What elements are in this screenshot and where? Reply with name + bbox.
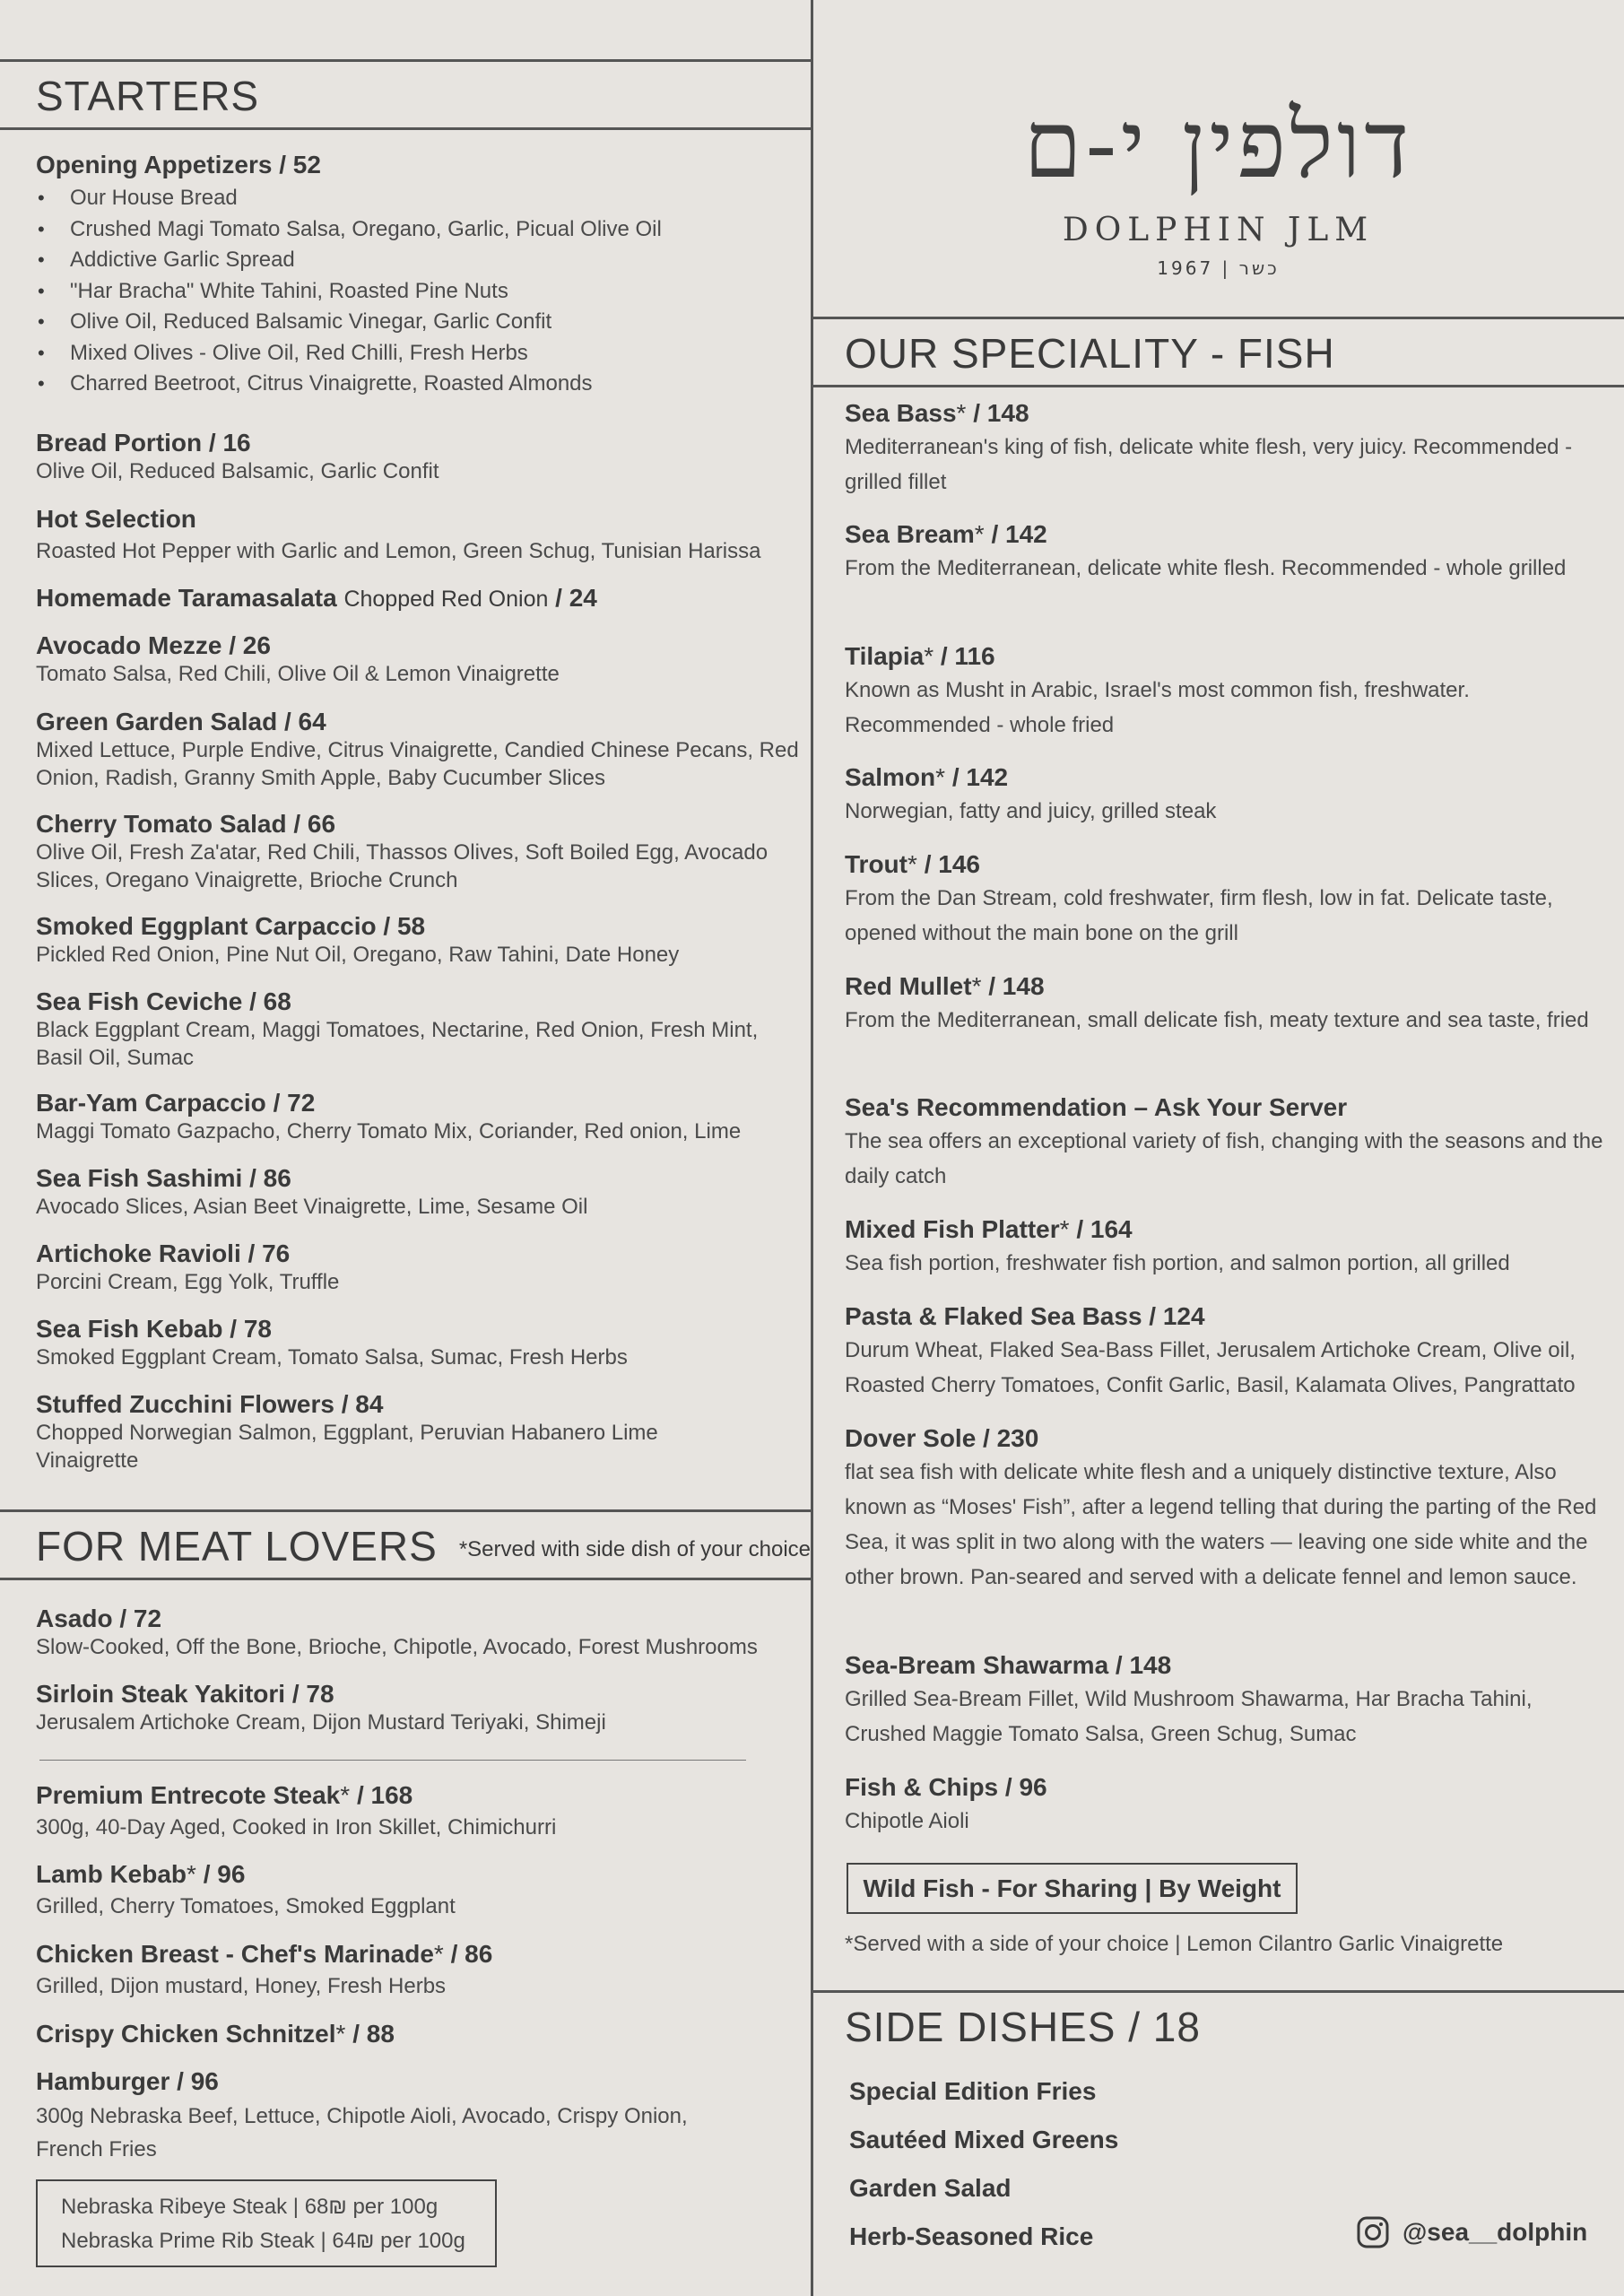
menu-item [36, 429, 798, 485]
item-name: Red Mullet* / 148 [845, 972, 1045, 1000]
item-name: Cherry Tomato Salad / 66 [36, 810, 336, 838]
item-name: Avocado Mezze / 26 [36, 631, 271, 659]
item-name: Lamb Kebab* / 96 [36, 1860, 246, 1888]
item-name: Sea's Recommendation – Ask Your Server [845, 1093, 1348, 1121]
menu-item [36, 1089, 798, 1145]
item-price: / 96 [203, 1860, 246, 1888]
item-name: Green Garden Salad / 64 [36, 708, 326, 735]
item-price: / 168 [356, 1781, 413, 1809]
item-name: Trout* / 146 [845, 850, 980, 878]
item-title: Crispy Chicken Schnitzel [36, 2020, 336, 2048]
item-name: Hamburger / 96 [36, 2067, 219, 2095]
item-title: Premium Entrecote Steak [36, 1781, 341, 1809]
menu-item [845, 399, 1607, 500]
list-item: • "Har Bracha" White Tahini, Roasted Pine Nuts [36, 276, 662, 308]
divider [812, 317, 1624, 319]
box-line: Nebraska Prime Rib Steak | 64₪ per 100g [61, 2229, 465, 2253]
menu-item [36, 2067, 753, 2166]
menu-item [845, 972, 1607, 1038]
item-name: Bread Portion / 16 [36, 429, 251, 457]
item-modifier: Chopped Red Onion [343, 587, 549, 612]
instagram-icon [1356, 2215, 1390, 2249]
item-desc: Maggi Tomato Gazpacho, Cherry Tomato Mix, Coriander, Red onion, Lime [36, 1119, 742, 1144]
menu-item [845, 1424, 1607, 1595]
item-desc: Tomato Salsa, Red Chili, Olive Oil & Lemon Vinaigrette [36, 662, 560, 686]
section-title-text: FOR MEAT LOVERS [36, 1523, 438, 1570]
menu-item [36, 987, 803, 1072]
item-name: Sea Bream* / 142 [845, 520, 1047, 548]
item-name: Sea-Bream Shawarma / 148 [845, 1651, 1172, 1679]
item-title: Chicken Breast - Chef's Marinade [36, 1940, 434, 1968]
item-name: Asado / 72 [36, 1605, 162, 1632]
item-title: Homemade Taramasalata [36, 584, 337, 612]
item-title: Sea Bream [845, 520, 975, 548]
item-price: / 148 [973, 399, 1029, 427]
item-name: Fish & Chips / 96 [845, 1773, 1047, 1801]
list-item: • Crushed Magi Tomato Salsa, Oregano, Garlic, Picual Olive Oil [36, 214, 662, 246]
side-item: Garden Salad [849, 2174, 1012, 2202]
item-title: Lamb Kebab [36, 1860, 187, 1888]
menu-item [36, 1781, 807, 1841]
item-desc: Mediterranean's king of fish, delicate white flesh, very juicy. Recommended - grilled fillet [845, 435, 1573, 494]
wild-fish-box [847, 1863, 1298, 1914]
item-desc: Black Eggplant Cream, Maggi Tomatoes, Nectarine, Red Onion, Fresh Mint, Basil Oil, Sumac [36, 1018, 759, 1070]
menu-item [36, 505, 807, 565]
item-name: Premium Entrecote Steak* / 168 [36, 1781, 413, 1809]
item-name: Artichoke Ravioli / 76 [36, 1239, 291, 1267]
item-desc: Chopped Norwegian Salmon, Eggplant, Peruvian Habanero Lime Vinaigrette [36, 1421, 658, 1473]
item-name: Chicken Breast - Chef's Marinade* / 86 [36, 1940, 493, 1968]
menu-item [845, 763, 1607, 829]
divider [812, 1990, 1624, 1993]
divider [0, 1509, 812, 1512]
list-item: • Mixed Olives - Olive Oil, Red Chilli, Fresh Herbs [36, 338, 662, 370]
menu-item [36, 1315, 798, 1371]
item-title: Salmon [845, 763, 936, 791]
section-title-sides: SIDE DISHES / 18 [845, 2004, 1201, 2050]
side-item: Herb-Seasoned Rice [849, 2222, 1094, 2250]
divider [812, 385, 1624, 387]
item-name: Sea Fish Kebab / 78 [36, 1315, 272, 1343]
item-desc: Pickled Red Onion, Pine Nut Oil, Oregano, Raw Tahini, Date Honey [36, 943, 680, 967]
item-price: / 142 [991, 520, 1047, 548]
column-divider [811, 0, 813, 2296]
opening-appetizers [36, 151, 662, 400]
item-desc: Grilled, Dijon mustard, Honey, Fresh Herbs [36, 1974, 447, 1998]
item-desc: flat sea fish with delicate white flesh and a uniquely distinctive texture, Also known as “Moses' Fish”, after a legend telling that during the parting of the Red Sea, it was split in two along with the waters — leaving one side white and the other brown. Pan-seared and served with a delicate fennel and lemon sauce. [845, 1460, 1597, 1589]
menu-item [36, 1390, 726, 1474]
list-item: • Addictive Garlic Spread [36, 245, 662, 276]
item-price: / 86 [450, 1940, 493, 1968]
item-desc: Chipotle Aioli [845, 1809, 969, 1833]
item-name: Salmon* / 142 [845, 763, 1009, 791]
item-desc: Norwegian, fatty and juicy, grilled steak [845, 799, 1217, 823]
instagram-handle[interactable] [1356, 2215, 1587, 2249]
menu-item [845, 1215, 1607, 1281]
section-title-fish: OUR SPECIALITY - FISH [845, 330, 1335, 377]
item-name: Mixed Fish Platter* / 164 [845, 1215, 1133, 1243]
menu-item [845, 1302, 1607, 1403]
side-item: Special Edition Fries [849, 2077, 1097, 2105]
divider [39, 1760, 746, 1761]
item-price: / 146 [924, 850, 980, 878]
item-desc: 300g, 40-Day Aged, Cooked in Iron Skillet, Chimichurri [36, 1815, 557, 1839]
item-title: Trout [845, 850, 908, 878]
item-price: / 142 [951, 763, 1009, 791]
menu-item [36, 2020, 807, 2048]
list-item: • Our House Bread [36, 183, 662, 214]
menu-item [36, 912, 798, 969]
menu-item [36, 1164, 798, 1221]
item-price: / 88 [352, 2020, 395, 2048]
menu-item [36, 1239, 798, 1296]
item-desc: Olive Oil, Fresh Za'atar, Red Chili, Thassos Olives, Soft Boiled Egg, Avocado Slices, Oregano Vinaigrette, Brioche Crunch [36, 840, 769, 892]
item-desc: From the Mediterranean, delicate white flesh. Recommended - whole grilled [845, 556, 1567, 580]
section-title-starters: STARTERS [36, 73, 260, 119]
fish-note: *Served with a side of your choice | Lemon Cilantro Garlic Vinaigrette [845, 1932, 1504, 1956]
item-desc: Porcini Cream, Egg Yolk, Truffle [36, 1270, 340, 1294]
instagram-text: @sea__dolphin [1403, 2218, 1588, 2246]
item-name: Stuffed Zucchini Flowers / 84 [36, 1390, 384, 1418]
menu-item [36, 1605, 807, 1661]
item-name: Crispy Chicken Schnitzel* / 88 [36, 2020, 395, 2048]
item-title: Tilapia [845, 642, 925, 670]
item-desc: From the Dan Stream, cold freshwater, firm flesh, low in fat. Delicate taste, opened without the main bone on the grill [845, 886, 1553, 945]
item-desc: Known as Musht in Arabic, Israel's most common fish, freshwater. Recommended - whole fried [845, 678, 1470, 737]
item-price: / 164 [1076, 1215, 1133, 1243]
list-item: • Charred Beetroot, Citrus Vinaigrette, Roasted Almonds [36, 369, 662, 400]
item-name: Sea Fish Sashimi / 86 [36, 1164, 291, 1192]
item-desc: Sea fish portion, freshwater fish portion, and salmon portion, all grilled [845, 1251, 1510, 1275]
item-desc: Durum Wheat, Flaked Sea-Bass Fillet, Jerusalem Artichoke Cream, Olive oil, Roasted Cherry Tomatoes, Confit Garlic, Basil, Kalamata Olives, Pangrattato [845, 1338, 1576, 1397]
item-price: / 148 [988, 972, 1045, 1000]
menu-item [36, 708, 803, 792]
item-desc: Mixed Lettuce, Purple Endive, Citrus Vinaigrette, Candied Chinese Pecans, Red Onion, Radish, Granny Smith Apple, Baby Cucumber Slices [36, 738, 799, 790]
divider [0, 59, 812, 62]
logo-english: DOLPHIN JLM [1062, 212, 1375, 248]
item-name: Bar-Yam Carpaccio / 72 [36, 1089, 316, 1117]
item-price: / 116 [940, 642, 995, 670]
logo-hebrew: דולפין י-ם [1023, 90, 1413, 199]
menu-item [36, 631, 798, 688]
item-desc: Grilled Sea-Bream Fillet, Wild Mushroom Shawarma, Har Bracha Tahini, Crushed Maggie Tomato Salsa, Green Schug, Sumac [845, 1687, 1533, 1746]
item-name: Opening Appetizers / 52 [36, 151, 321, 178]
item-name: Sirloin Steak Yakitori / 78 [36, 1680, 334, 1708]
logo-subtitle: כשר | 1967 [1157, 257, 1280, 279]
item-price: / 24 [555, 584, 597, 612]
item-name [36, 584, 597, 613]
item-title: Sea Bass [845, 399, 957, 427]
section-note: *Served with side dish of your choice [458, 1536, 812, 1561]
item-desc: Olive Oil, Reduced Balsamic, Garlic Confit [36, 459, 439, 483]
menu-item [845, 520, 1607, 586]
menu-item [845, 850, 1607, 951]
item-desc: 300g Nebraska Beef, Lettuce, Chipotle Aioli, Avocado, Crispy Onion, French Fries [36, 2104, 688, 2161]
item-desc: Avocado Slices, Asian Beet Vinaigrette, Lime, Sesame Oil [36, 1195, 588, 1219]
item-name: Dover Sole / 230 [845, 1424, 1039, 1452]
section-title-meat [36, 1522, 811, 1570]
steak-by-weight-box [36, 2179, 497, 2267]
item-desc: Smoked Eggplant Cream, Tomato Salsa, Sumac, Fresh Herbs [36, 1345, 628, 1370]
item-desc: The sea offers an exceptional variety of fish, changing with the seasons and the daily catch [845, 1129, 1603, 1188]
logo [812, 90, 1624, 279]
item-name: Sea Fish Ceviche / 68 [36, 987, 291, 1015]
menu-item [845, 1651, 1607, 1752]
item-name: Hot Selection [36, 505, 196, 533]
item-desc: Grilled, Cherry Tomatoes, Smoked Eggplant [36, 1894, 456, 1918]
item-title: Mixed Fish Platter [845, 1215, 1060, 1243]
menu-item [36, 584, 597, 613]
menu-item [845, 1773, 1607, 1839]
item-name: Smoked Eggplant Carpaccio / 58 [36, 912, 426, 940]
menu-item [36, 1860, 807, 1920]
side-item: Sautéed Mixed Greens [849, 2126, 1119, 2153]
menu-item [36, 810, 803, 894]
menu-item [845, 642, 1607, 743]
item-title: Red Mullet [845, 972, 972, 1000]
item-desc: Roasted Hot Pepper with Garlic and Lemon, Green Schug, Tunisian Harissa [36, 539, 761, 563]
item-desc: From the Mediterranean, small delicate fish, meaty texture and sea taste, fried [845, 1008, 1589, 1032]
item-name: Pasta & Flaked Sea Bass / 124 [845, 1302, 1205, 1330]
divider [0, 1578, 812, 1580]
menu-item [36, 1680, 807, 1736]
item-name: Tilapia* / 116 [845, 642, 995, 670]
item-desc: Slow-Cooked, Off the Bone, Brioche, Chipotle, Avocado, Forest Mushrooms [36, 1635, 758, 1659]
item-desc: Jerusalem Artichoke Cream, Dijon Mustard Teriyaki, Shimeji [36, 1710, 606, 1735]
list-item: • Olive Oil, Reduced Balsamic Vinegar, Garlic Confit [36, 307, 662, 338]
divider [0, 127, 812, 130]
menu-item [36, 1940, 807, 2000]
box-label: Wild Fish - For Sharing | By Weight [863, 1874, 1281, 1902]
menu-item [845, 1093, 1607, 1194]
item-name: Sea Bass* / 148 [845, 399, 1029, 427]
appetizer-list [36, 183, 662, 400]
box-line: Nebraska Ribeye Steak | 68₪ per 100g [61, 2195, 439, 2219]
